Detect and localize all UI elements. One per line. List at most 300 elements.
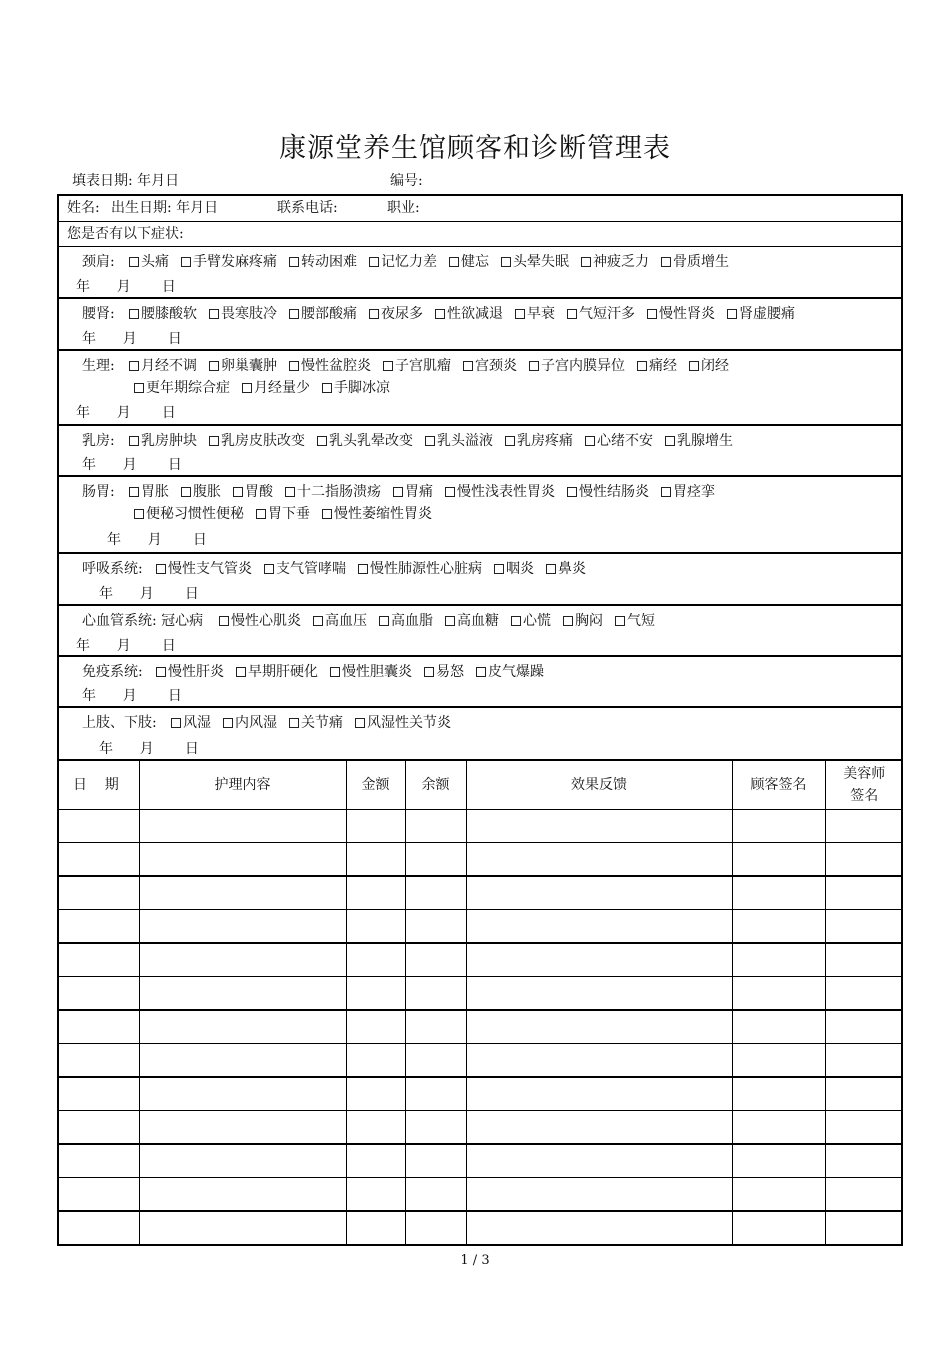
checkbox-icon[interactable] xyxy=(129,361,139,371)
table-cell[interactable] xyxy=(59,1111,139,1145)
symptom-option[interactable] xyxy=(209,433,305,449)
table-cell[interactable] xyxy=(346,1178,405,1212)
checkbox-icon[interactable] xyxy=(134,383,144,393)
table-cell[interactable] xyxy=(59,1010,139,1044)
table-cell[interactable] xyxy=(346,1111,405,1145)
table-cell[interactable] xyxy=(466,1010,732,1044)
table-cell[interactable] xyxy=(732,1010,825,1044)
checkbox-icon[interactable] xyxy=(529,361,539,371)
table-cell[interactable] xyxy=(825,977,903,1011)
table-cell[interactable] xyxy=(466,943,732,977)
checkbox-icon[interactable] xyxy=(383,361,393,371)
table-cell[interactable] xyxy=(139,1178,346,1212)
table-cell[interactable] xyxy=(346,876,405,910)
table-cell[interactable] xyxy=(346,1044,405,1078)
table-cell[interactable] xyxy=(139,1010,346,1044)
symptom-label: 乳房肿块 xyxy=(141,433,197,449)
table-cell[interactable] xyxy=(825,943,903,977)
symptom-label: 内风湿 xyxy=(235,715,277,731)
table-cell[interactable] xyxy=(139,977,346,1011)
table-cell[interactable] xyxy=(346,1077,405,1111)
table-cell[interactable] xyxy=(732,1044,825,1078)
checkbox-icon[interactable] xyxy=(727,309,737,319)
table-cell[interactable] xyxy=(405,810,466,843)
table-cell[interactable] xyxy=(139,1044,346,1078)
symptom-option[interactable] xyxy=(501,254,569,270)
symptom-option[interactable] xyxy=(181,254,277,270)
symptom-option[interactable] xyxy=(637,358,677,374)
symptom-label: 胸闷 xyxy=(575,613,603,629)
table-cell[interactable] xyxy=(825,1144,903,1178)
checkbox-icon[interactable] xyxy=(505,436,515,446)
table-cell[interactable] xyxy=(825,910,903,944)
table-cell[interactable] xyxy=(466,910,732,944)
symptom-option[interactable] xyxy=(322,380,390,396)
checkbox-icon[interactable] xyxy=(129,309,139,319)
checkbox-icon[interactable] xyxy=(322,509,332,519)
symptom-label: 慢性浅表性胃炎 xyxy=(457,484,555,500)
symptom-option[interactable] xyxy=(264,561,346,577)
symptom-option[interactable] xyxy=(529,358,625,374)
table-cell[interactable] xyxy=(346,843,405,877)
table-cell[interactable] xyxy=(732,1144,825,1178)
table-cell[interactable] xyxy=(825,1111,903,1145)
name-field[interactable]: 姓名: xyxy=(67,200,100,216)
checkbox-icon[interactable] xyxy=(330,667,340,677)
checkbox-icon[interactable] xyxy=(223,718,233,728)
symptom-sections xyxy=(59,247,901,761)
table-cell[interactable] xyxy=(405,1010,466,1044)
section-date[interactable]: 年 月 日 xyxy=(82,688,182,704)
symptom-option[interactable] xyxy=(317,433,413,449)
checkbox-icon[interactable] xyxy=(567,309,577,319)
table-row xyxy=(59,1144,903,1178)
table-cell[interactable] xyxy=(405,1077,466,1111)
checkbox-icon[interactable] xyxy=(463,361,473,371)
table-cell[interactable] xyxy=(825,810,903,843)
checkbox-icon[interactable] xyxy=(369,309,379,319)
column-header: 余额 xyxy=(405,761,466,810)
checkbox-icon[interactable] xyxy=(156,667,166,677)
table-cell[interactable] xyxy=(466,1111,732,1145)
table-row xyxy=(59,843,903,877)
symptom-label: 胃胀 xyxy=(141,484,169,500)
table-cell[interactable] xyxy=(732,1077,825,1111)
symptom-option[interactable] xyxy=(355,715,451,731)
symptom-option[interactable] xyxy=(563,613,603,629)
section-date[interactable]: 年 月 日 xyxy=(76,638,176,654)
table-cell[interactable] xyxy=(346,810,405,843)
checkbox-icon[interactable] xyxy=(355,718,365,728)
checkbox-icon[interactable] xyxy=(209,309,219,319)
table-cell[interactable] xyxy=(466,843,732,877)
checkbox-icon[interactable] xyxy=(285,487,295,497)
section-label: 心血管系统: 冠心病 xyxy=(82,613,204,629)
symptom-label: 鼻炎 xyxy=(558,561,586,577)
checkbox-icon[interactable] xyxy=(181,257,191,267)
checkbox-icon[interactable] xyxy=(449,257,459,267)
symptom-option[interactable] xyxy=(661,484,715,500)
symptom-label: 高血压 xyxy=(325,613,367,629)
table-cell[interactable] xyxy=(59,843,139,877)
checkbox-icon[interactable] xyxy=(585,436,595,446)
checkbox-icon[interactable] xyxy=(289,309,299,319)
table-cell[interactable] xyxy=(405,1211,466,1244)
symptom-label: 腰膝酸软 xyxy=(141,306,197,322)
symptom-option[interactable] xyxy=(134,380,230,396)
checkbox-icon[interactable] xyxy=(209,361,219,371)
symptom-label: 风湿性关节炎 xyxy=(367,715,451,731)
checkbox-icon[interactable] xyxy=(511,616,521,626)
checkbox-icon[interactable] xyxy=(313,616,323,626)
symptom-option[interactable] xyxy=(425,433,493,449)
table-cell[interactable] xyxy=(139,1211,346,1244)
table-cell[interactable] xyxy=(825,1044,903,1078)
checkbox-icon[interactable] xyxy=(476,667,486,677)
checkbox-icon[interactable] xyxy=(264,564,274,574)
symptom-option[interactable] xyxy=(289,254,357,270)
checkbox-icon[interactable] xyxy=(665,436,675,446)
symptom-label: 腹胀 xyxy=(193,484,221,500)
symptom-option[interactable] xyxy=(727,306,795,322)
column-header: 顾客签名 xyxy=(732,761,825,810)
symptom-option[interactable] xyxy=(567,484,649,500)
symptom-section xyxy=(59,554,901,606)
job-field[interactable]: 职业: xyxy=(387,200,420,216)
symptom-option[interactable] xyxy=(209,358,277,374)
checkbox-icon[interactable] xyxy=(289,361,299,371)
checkbox-icon[interactable] xyxy=(563,616,573,626)
symptom-label: 胃酸 xyxy=(245,484,273,500)
checkbox-icon[interactable] xyxy=(425,436,435,446)
table-cell[interactable] xyxy=(825,1178,903,1212)
checkbox-icon[interactable] xyxy=(581,257,591,267)
symptom-option[interactable] xyxy=(358,561,482,577)
symptom-option[interactable] xyxy=(661,254,729,270)
symptom-label: 胃下垂 xyxy=(268,506,310,522)
checkbox-icon[interactable] xyxy=(379,616,389,626)
table-cell[interactable] xyxy=(825,876,903,910)
table-cell[interactable] xyxy=(466,1144,732,1178)
symptom-label: 慢性胆囊炎 xyxy=(342,664,412,680)
checkbox-icon[interactable] xyxy=(181,487,191,497)
checkbox-icon[interactable] xyxy=(358,564,368,574)
symptom-option[interactable] xyxy=(242,380,310,396)
table-cell[interactable] xyxy=(405,943,466,977)
symptom-label: 卵巢囊肿 xyxy=(221,358,277,374)
symptom-option[interactable] xyxy=(435,306,503,322)
checkbox-icon[interactable] xyxy=(445,487,455,497)
checkbox-icon[interactable] xyxy=(661,257,671,267)
table-cell[interactable] xyxy=(732,843,825,877)
table-cell[interactable] xyxy=(405,977,466,1011)
checkbox-icon[interactable] xyxy=(567,487,577,497)
symptom-label: 乳头溢液 xyxy=(437,433,493,449)
symptom-option[interactable] xyxy=(494,561,534,577)
table-cell[interactable] xyxy=(825,1211,903,1244)
symptom-option[interactable] xyxy=(289,715,343,731)
section-date[interactable]: 年 月 日 xyxy=(99,586,199,602)
table-cell[interactable] xyxy=(732,876,825,910)
section-date[interactable]: 年 月 日 xyxy=(107,532,207,548)
page-number: 1 / 3 xyxy=(460,1253,490,1268)
symptom-option[interactable] xyxy=(156,664,224,680)
symptom-option[interactable] xyxy=(285,484,381,500)
table-cell[interactable] xyxy=(346,1010,405,1044)
symptom-label: 高血糖 xyxy=(457,613,499,629)
symptom-label: 乳房皮肤改变 xyxy=(221,433,305,449)
symptom-option[interactable] xyxy=(313,613,367,629)
symptom-option[interactable] xyxy=(585,433,653,449)
symptom-label: 月经量少 xyxy=(254,380,310,396)
symptom-option[interactable] xyxy=(330,664,412,680)
table-cell[interactable] xyxy=(732,1178,825,1212)
checkbox-icon[interactable] xyxy=(236,667,246,677)
symptom-label: 子宫内膜异位 xyxy=(541,358,625,374)
section-date[interactable]: 年 月 日 xyxy=(76,405,176,421)
table-cell[interactable] xyxy=(346,1211,405,1244)
table-cell[interactable] xyxy=(466,1077,732,1111)
checkbox-icon[interactable] xyxy=(647,309,657,319)
checkbox-icon[interactable] xyxy=(546,564,556,574)
symptom-label: 慢性结肠炎 xyxy=(579,484,649,500)
checkbox-icon[interactable] xyxy=(129,487,139,497)
table-cell[interactable] xyxy=(825,1010,903,1044)
checkbox-icon[interactable] xyxy=(515,309,525,319)
table-cell[interactable] xyxy=(139,1111,346,1145)
table-cell[interactable] xyxy=(346,977,405,1011)
symptom-option[interactable] xyxy=(223,715,277,731)
table-cell[interactable] xyxy=(405,1144,466,1178)
symptom-option[interactable] xyxy=(476,664,544,680)
symptom-label: 心慌 xyxy=(523,613,551,629)
symptom-label: 慢性肺源性心脏病 xyxy=(370,561,482,577)
table-cell[interactable] xyxy=(59,1211,139,1244)
column-header: 日 期 xyxy=(59,761,139,810)
table-row xyxy=(59,1111,903,1145)
symptom-option[interactable] xyxy=(236,664,318,680)
table-cell[interactable] xyxy=(825,843,903,877)
table-cell[interactable] xyxy=(59,910,139,944)
checkbox-icon[interactable] xyxy=(129,436,139,446)
symptom-option[interactable] xyxy=(567,306,635,322)
symptom-label: 气短汗多 xyxy=(579,306,635,322)
table-cell[interactable] xyxy=(139,810,346,843)
table-cell[interactable] xyxy=(732,977,825,1011)
symptom-question: 您是否有以下症状: xyxy=(67,226,184,242)
symptom-label: 胃痉挛 xyxy=(673,484,715,500)
table-cell[interactable] xyxy=(59,977,139,1011)
symptom-label: 手脚冰凉 xyxy=(334,380,390,396)
table-cell[interactable] xyxy=(59,810,139,843)
table-cell[interactable] xyxy=(405,876,466,910)
symptom-option[interactable] xyxy=(665,433,733,449)
checkbox-icon[interactable] xyxy=(171,718,181,728)
checkbox-icon[interactable] xyxy=(289,718,299,728)
column-header: 效果反馈 xyxy=(466,761,732,810)
table-row xyxy=(59,943,903,977)
checkbox-icon[interactable] xyxy=(219,616,229,626)
checkbox-icon[interactable] xyxy=(322,383,332,393)
symptom-option[interactable] xyxy=(134,506,244,522)
section-date[interactable]: 年 月 日 xyxy=(82,331,182,347)
symptom-option[interactable] xyxy=(581,254,649,270)
table-cell[interactable] xyxy=(466,1178,732,1212)
checkbox-icon[interactable] xyxy=(242,383,252,393)
symptom-label: 夜尿多 xyxy=(381,306,423,322)
symptom-label: 头痛 xyxy=(141,254,169,270)
symptom-option[interactable] xyxy=(156,561,252,577)
symptom-option[interactable] xyxy=(449,254,489,270)
symptom-label: 子宫肌瘤 xyxy=(395,358,451,374)
table-cell[interactable] xyxy=(732,1211,825,1244)
table-cell[interactable] xyxy=(346,910,405,944)
symptom-option[interactable] xyxy=(209,306,277,322)
symptom-option[interactable] xyxy=(369,306,423,322)
table-cell[interactable] xyxy=(59,1044,139,1078)
checkbox-icon[interactable] xyxy=(435,309,445,319)
checkbox-icon[interactable] xyxy=(256,509,266,519)
symptom-label: 慢性盆腔炎 xyxy=(301,358,371,374)
symptom-option[interactable] xyxy=(424,664,464,680)
checkbox-icon[interactable] xyxy=(661,487,671,497)
checkbox-icon[interactable] xyxy=(615,616,625,626)
symptom-option[interactable] xyxy=(129,484,169,500)
table-cell[interactable] xyxy=(732,810,825,843)
symptom-option[interactable] xyxy=(219,613,301,629)
section-date[interactable]: 年 月 日 xyxy=(76,279,176,295)
checkbox-icon[interactable] xyxy=(134,509,144,519)
symptom-option[interactable] xyxy=(615,613,655,629)
symptom-option[interactable] xyxy=(256,506,310,522)
checkbox-icon[interactable] xyxy=(129,257,139,267)
symptom-section xyxy=(59,657,901,708)
phone-field[interactable]: 联系电话: xyxy=(277,200,338,216)
section-date[interactable]: 年 月 日 xyxy=(82,457,182,473)
symptom-label: 气短 xyxy=(627,613,655,629)
column-header: 美容师 签名 xyxy=(825,761,903,810)
table-cell[interactable] xyxy=(732,1111,825,1145)
checkbox-icon[interactable] xyxy=(494,564,504,574)
checkbox-icon[interactable] xyxy=(209,436,219,446)
symptom-option[interactable] xyxy=(511,613,551,629)
table-cell[interactable] xyxy=(139,943,346,977)
table-cell[interactable] xyxy=(466,810,732,843)
symptom-option[interactable] xyxy=(289,358,371,374)
symptom-option[interactable] xyxy=(445,613,499,629)
table-cell[interactable] xyxy=(59,943,139,977)
checkbox-icon[interactable] xyxy=(424,667,434,677)
symptom-label: 转动困难 xyxy=(301,254,357,270)
symptom-section xyxy=(59,477,901,554)
table-cell[interactable] xyxy=(466,977,732,1011)
symptom-label: 心绪不安 xyxy=(597,433,653,449)
symptom-option[interactable] xyxy=(689,358,729,374)
symptom-label: 记忆力差 xyxy=(381,254,437,270)
symptom-label: 慢性心肌炎 xyxy=(231,613,301,629)
checkbox-icon[interactable] xyxy=(501,257,511,267)
table-cell[interactable] xyxy=(59,876,139,910)
symptom-option[interactable] xyxy=(383,358,451,374)
symptom-option[interactable] xyxy=(129,306,197,322)
table-cell[interactable] xyxy=(405,843,466,877)
checkbox-icon[interactable] xyxy=(317,436,327,446)
symptom-options xyxy=(219,612,655,630)
table-cell[interactable] xyxy=(732,910,825,944)
table-row xyxy=(59,910,903,944)
symptom-options xyxy=(134,505,432,523)
section-label: 上肢、下肢: xyxy=(82,715,157,731)
table-cell[interactable] xyxy=(466,1044,732,1078)
checkbox-icon[interactable] xyxy=(689,361,699,371)
checkbox-icon[interactable] xyxy=(445,616,455,626)
table-cell[interactable] xyxy=(59,1178,139,1212)
checkbox-icon[interactable] xyxy=(233,487,243,497)
birth-date-field[interactable]: 出生日期: 年月日 xyxy=(111,200,219,216)
symptom-option[interactable] xyxy=(445,484,555,500)
section-date[interactable]: 年 月 日 xyxy=(99,741,199,757)
table-cell[interactable] xyxy=(466,1211,732,1244)
table-cell[interactable] xyxy=(825,1077,903,1111)
symptom-option[interactable] xyxy=(393,484,433,500)
table-row xyxy=(59,1010,903,1044)
table-cell[interactable] xyxy=(139,910,346,944)
table-cell[interactable] xyxy=(405,1178,466,1212)
table-cell[interactable] xyxy=(139,1077,346,1111)
symptom-option[interactable] xyxy=(546,561,586,577)
table-cell[interactable] xyxy=(139,843,346,877)
table-cell[interactable] xyxy=(405,1044,466,1078)
symptom-option[interactable] xyxy=(463,358,517,374)
table-cell[interactable] xyxy=(466,876,732,910)
fill-date: 填表日期: 年月日 xyxy=(72,173,180,189)
table-cell[interactable] xyxy=(732,943,825,977)
table-cell[interactable] xyxy=(59,1077,139,1111)
checkbox-icon[interactable] xyxy=(369,257,379,267)
symptom-option[interactable] xyxy=(129,254,169,270)
checkbox-icon[interactable] xyxy=(156,564,166,574)
symptom-option[interactable] xyxy=(233,484,273,500)
symptom-option[interactable] xyxy=(322,506,432,522)
symptom-label: 神疲乏力 xyxy=(593,254,649,270)
symptom-option[interactable] xyxy=(129,433,197,449)
symptom-option[interactable] xyxy=(129,358,197,374)
symptom-label: 头晕失眠 xyxy=(513,254,569,270)
table-cell[interactable] xyxy=(59,1144,139,1178)
table-cell[interactable] xyxy=(405,910,466,944)
table-cell[interactable] xyxy=(346,1144,405,1178)
table-cell[interactable] xyxy=(139,1144,346,1178)
symptom-option[interactable] xyxy=(181,484,221,500)
symptom-option[interactable] xyxy=(289,306,357,322)
checkbox-icon[interactable] xyxy=(289,257,299,267)
symptom-option[interactable] xyxy=(171,715,211,731)
symptom-label: 十二指肠溃疡 xyxy=(297,484,381,500)
symptom-option[interactable] xyxy=(369,254,437,270)
symptom-option[interactable] xyxy=(647,306,715,322)
checkbox-icon[interactable] xyxy=(393,487,403,497)
checkbox-icon[interactable] xyxy=(637,361,647,371)
symptom-option[interactable] xyxy=(515,306,555,322)
symptom-option[interactable] xyxy=(505,433,573,449)
symptom-option[interactable] xyxy=(379,613,433,629)
symptom-label: 风湿 xyxy=(183,715,211,731)
table-cell[interactable] xyxy=(346,943,405,977)
table-cell[interactable] xyxy=(405,1111,466,1145)
symptom-label: 性欲减退 xyxy=(447,306,503,322)
section-label: 肠胃: xyxy=(82,484,115,500)
table-cell[interactable] xyxy=(139,876,346,910)
